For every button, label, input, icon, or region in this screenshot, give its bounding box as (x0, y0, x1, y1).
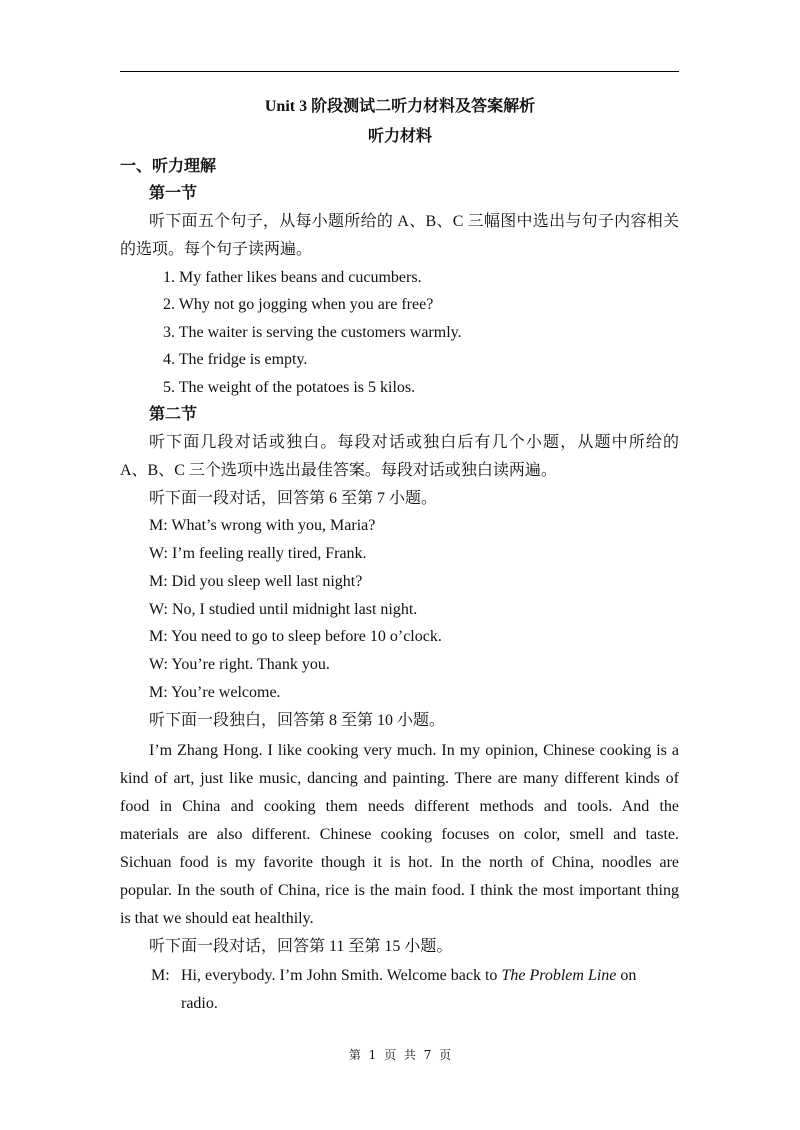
part2-instruction-line1: 听下面几段对话或独白。每段对话或独白后有几个小题，从题中所给的 (149, 434, 679, 451)
page-footer: 第 1 页 共 7 页 (348, 1048, 452, 1062)
part1-instruction-line2: 的选项。每个句子读两遍。 (120, 241, 313, 258)
dialog-line: M: What’s wrong with you, Maria? (149, 517, 376, 534)
dialog2-line1-end: on (616, 967, 637, 984)
dialog1-intro: 听下面一段对话，回答第 6 至第 7 小题。 (149, 490, 438, 507)
part1-instruction-line1: 听下面五个句子，从每小题所给的 A、B、C 三幅图中选出与句子内容相关 (149, 213, 679, 230)
part1-heading: 第一节 (149, 185, 198, 202)
section-heading: 一、听力理解 (120, 158, 217, 175)
dialog-line: W: No, I studied until midnight last night. (149, 601, 418, 618)
monologue-line: Sichuan food is my favorite though it is hot. In the north of China, noodles are (120, 854, 679, 871)
monologue-line: kind of art, just like music, dancing and painting. There are many different kinds of (120, 770, 679, 787)
dialog-line: M: You’re welcome. (149, 684, 281, 701)
monologue-line: popular. In the south of China, rice is the main food. I think the most important thing (120, 882, 679, 899)
dialog2-line1 (181, 966, 636, 986)
header-rule (120, 71, 679, 72)
document-subtitle: 听力材料 (367, 128, 432, 145)
document-title: Unit 3 阶段测试二听力材料及答案解析 (264, 98, 536, 115)
monologue-line: food in China and cooking them needs different methods and tools. And the (120, 798, 679, 815)
dialog-line: M: Did you sleep well last night? (149, 573, 363, 590)
monologue-line: is that we should eat healthily. (120, 910, 314, 927)
dialog2-line1-text: Hi, everybody. I’m John Smith. Welcome back to (181, 967, 502, 984)
monologue-line: I’m Zhang Hong. I like cooking very much. In my opinion, Chinese cooking is a (149, 742, 679, 759)
dialog-line: W: I’m feeling really tired, Frank. (149, 545, 367, 562)
dialog-line: W: You’re right. Thank you. (149, 656, 330, 673)
part2-instruction-line2: A、B、C 三个选项中选出最佳答案。每段对话或独白读两遍。 (120, 462, 557, 479)
sentence-item: 1. My father likes beans and cucumbers. (163, 269, 422, 286)
monologue-line: materials are also different. Chinese cooking focuses on color, smell and taste. (120, 826, 679, 843)
program-title: The Problem Line (501, 967, 617, 984)
sentence-item: 2. Why not go jogging when you are free? (163, 296, 434, 313)
monologue-intro: 听下面一段独白，回答第 8 至第 10 小题。 (149, 712, 446, 729)
part2-heading: 第二节 (149, 406, 198, 423)
sentence-item: 3. The waiter is serving the customers warmly. (163, 324, 462, 341)
sentence-item: 5. The weight of the potatoes is 5 kilos. (163, 379, 416, 396)
dialog-line: M: You need to go to sleep before 10 o’clock. (149, 628, 442, 645)
speaker-label: M: (151, 967, 170, 984)
dialog2-intro: 听下面一段对话，回答第 11 至第 15 小题。 (149, 938, 453, 955)
sentence-item: 4. The fridge is empty. (163, 351, 308, 368)
dialog2-line2: radio. (181, 995, 218, 1012)
